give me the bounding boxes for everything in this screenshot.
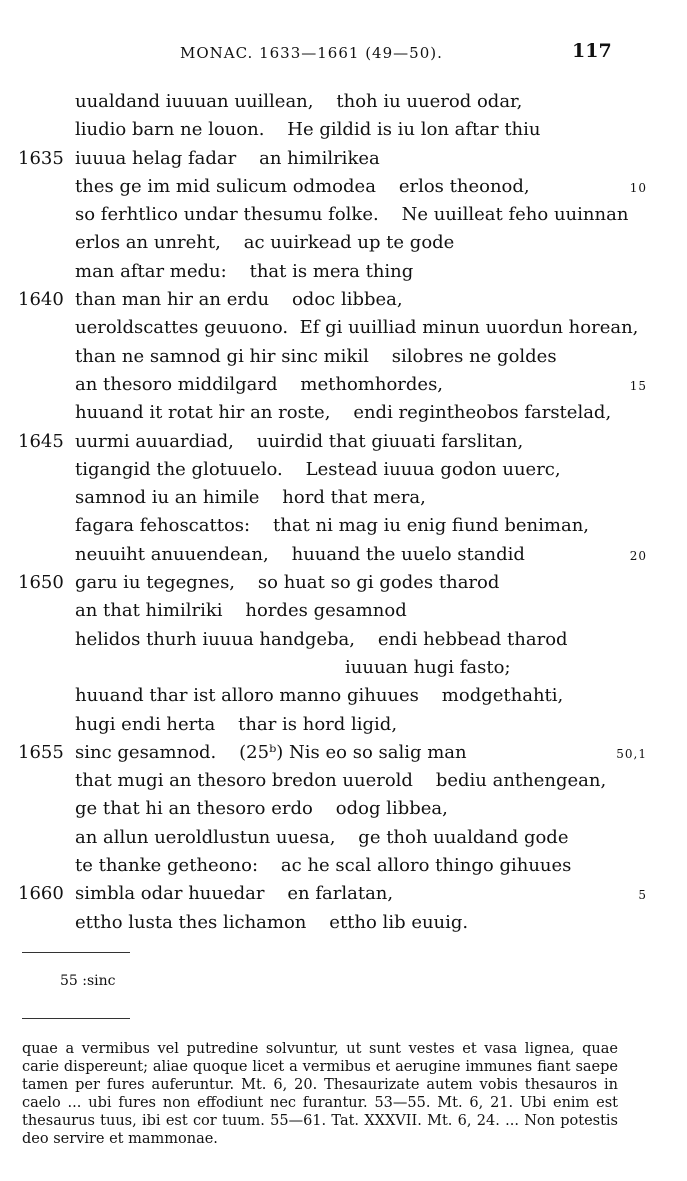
line-number: 1660 [18, 883, 64, 905]
verse-text-line: helidos thurh iuuua handgeba, endi hebbead tharod [75, 628, 568, 650]
verse-text-line: hugi endi herta thar is hord ligid, [75, 713, 398, 735]
verse-line [0, 541, 687, 569]
verse-text-line: ueroldscattes geuuono. Ef gi uuilliad minun uuordun horean, [75, 317, 639, 339]
verse-line [0, 795, 687, 823]
line-number: 1640 [18, 289, 64, 311]
commentary-text: quae a vermibus vel putredine solvuntur, ut sunt vestes et vasa lignea, quae carie dispereunt; aliae quoque licet a vermibus et aerugine immunes fiant saepe tamen per fures auferuntur. Mt. 6, 20. Thesaurizate autem vobis thesauros in caelo ... ubi fures non effodiunt nec furantur. 53—55. Mt. 6, 21. Ubi enim est thesaurus tuus, ibi est cor tuum. 55—61. Tat. XXXVII. Mt. 6, 24. ... Non potestis deo servire et mammonae. [22, 1041, 618, 1147]
verse-text-line: thes ge im mid sulicum odmodea erlos theonod, [75, 175, 530, 197]
verse-line [0, 229, 687, 257]
verse-line [0, 456, 687, 484]
verse-text-line: that mugi an thesoro bredon uuerold bediu anthengean, [75, 770, 607, 792]
line-number: 1635 [18, 147, 64, 169]
verse-line [0, 399, 687, 427]
verse-text-line: an that himilriki hordes gesamnod [75, 600, 407, 622]
verse-text-line: ettho lusta thes lichamon ettho lib euuig. [75, 911, 469, 933]
verse-text-line: man aftar medu: that is mera thing [75, 260, 414, 282]
verse-line [0, 484, 687, 512]
verse-text-line: an thesoro middilgard methomhordes, [75, 373, 444, 395]
verse-line [0, 654, 687, 682]
verse-text-line: than ne samnod gi hir sinc mikil silobres ne goldes [75, 345, 557, 367]
verse-text-line: sinc gesamnod. (25ᵇ) Nis eo so salig man [75, 741, 467, 763]
margin-reference: 15 [629, 378, 647, 393]
verse-line [0, 145, 687, 173]
verse-text-line: ge that hi an thesoro erdo odog libbea, [75, 798, 448, 820]
verse-line [0, 711, 687, 739]
verse-text-line: uualdand iuuuan uuillean, thoh iu uuerod odar, [75, 91, 523, 112]
verse-text-line: liudio barn ne louon. He gildid is iu lon aftar thiu [75, 119, 541, 141]
verse-line [0, 116, 687, 144]
verse-line [0, 682, 687, 710]
verse-text [0, 88, 687, 937]
verse-text-line: samnod iu an himile hord that mera, [75, 487, 426, 509]
verse-line [0, 767, 687, 795]
running-title: MONAC. 1633—1661 (49—50). [180, 44, 443, 62]
line-number: 1645 [18, 430, 64, 452]
verse-text-line: fagara fehoscattos: that ni mag iu enig fiund beniman, [75, 515, 590, 537]
verse-text-line: erlos an unreht, ac uuirkead up te gode [75, 232, 455, 254]
verse-line [0, 852, 687, 880]
margin-reference: 5 [638, 888, 647, 903]
commentary-block [22, 1040, 618, 1148]
verse-text-line: neuuiht anuuendean, huuand the uuelo standid [75, 543, 525, 565]
verse-line [0, 428, 687, 456]
verse-line [0, 201, 687, 229]
verse-text-line: garu iu tegegnes, so huat so gi godes tharod [75, 572, 500, 594]
verse-text-line: iuuuan hugi fasto; [345, 656, 511, 678]
verse-line [0, 880, 687, 908]
verse-text-line: te thanke getheono: ac he scal alloro thingo gihuues [75, 855, 572, 877]
line-number: 1650 [18, 572, 64, 594]
footnote-divider [22, 952, 130, 953]
margin-reference: 20 [629, 548, 647, 563]
verse-line [0, 597, 687, 625]
verse-line [0, 88, 687, 116]
verse-text-line: simbla odar huuedar en farlatan, [75, 883, 394, 905]
margin-reference: 10 [629, 180, 647, 195]
verse-line [0, 626, 687, 654]
verse-line [0, 824, 687, 852]
verse-line [0, 739, 687, 767]
textual-footnote: 55 :sinc [60, 973, 116, 989]
verse-text-line: huuand thar ist alloro manno gihuues modgethahti, [75, 685, 564, 707]
verse-line [0, 286, 687, 314]
verse-text-line: so ferhtlico undar thesumu folke. Ne uuilleat feho uuinnan [75, 204, 629, 226]
verse-text-line: an allun ueroldlustun uuesa, ge thoh uualdand gode [75, 826, 569, 848]
verse-text-line: than man hir an erdu odoc libbea, [75, 289, 403, 311]
verse-line [0, 371, 687, 399]
verse-line [0, 569, 687, 597]
verse-line [0, 258, 687, 286]
verse-line [0, 909, 687, 937]
margin-reference: 50,1 [616, 746, 647, 761]
verse-text-line: iuuua helag fadar an himilrikea [75, 147, 380, 169]
commentary-divider [22, 1018, 130, 1019]
verse-text-line: huuand it rotat hir an roste, endi regintheobos farstelad, [75, 402, 612, 424]
verse-line [0, 343, 687, 371]
verse-line [0, 512, 687, 540]
line-number: 1655 [18, 741, 64, 763]
verse-line [0, 314, 687, 342]
verse-line [0, 173, 687, 201]
running-header [0, 40, 687, 64]
page-number: 117 [572, 40, 612, 62]
verse-text-line: uurmi auuardiad, uuirdid that giuuati farslitan, [75, 430, 524, 452]
verse-text-line: tigangid the glotuuelo. Lestead iuuua godon uuerc, [75, 458, 561, 480]
